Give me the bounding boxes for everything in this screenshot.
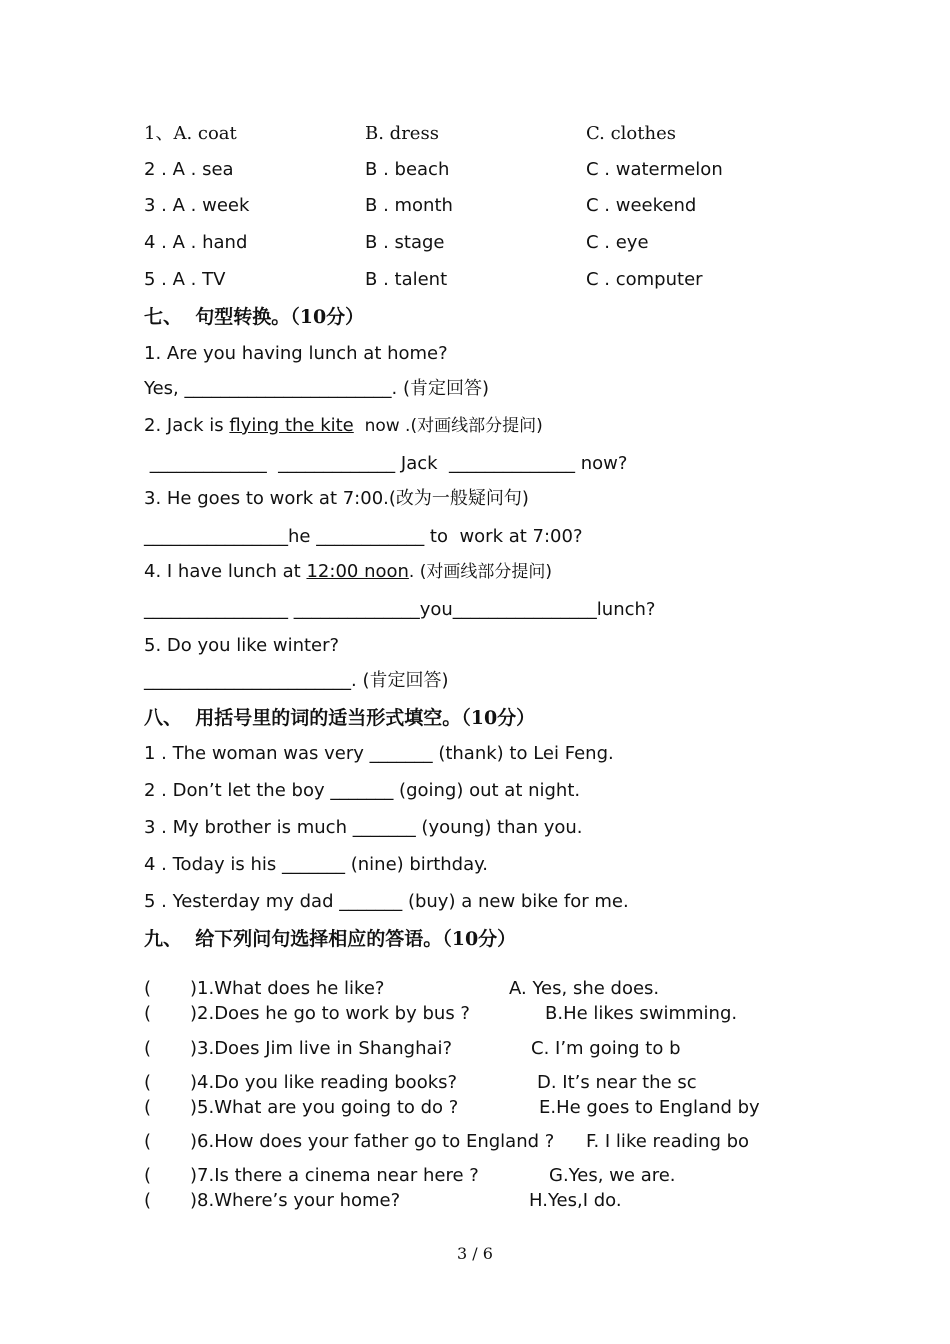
s9-paren: (	[144, 1190, 152, 1211]
s7-q2-answer: _____________ _____________ Jack ______________ now?	[144, 453, 628, 474]
s8-item-4: 4 . Today is his _______ (nine) birthday.	[144, 854, 488, 875]
page-number: 3 / 6	[457, 1244, 493, 1263]
s9-paren: (	[144, 1003, 152, 1024]
choice-4-b: B . stage	[365, 232, 445, 253]
s7-q4-underlined: 12:00 noon	[306, 561, 409, 582]
s9-answer: A. Yes, she does.	[509, 978, 660, 999]
choice-3-c: C . weekend	[586, 195, 697, 216]
choice-2-a: 2 . A . sea	[144, 159, 234, 180]
s9-paren: (	[144, 1165, 152, 1186]
s9-answer: C. I’m going to b	[531, 1038, 681, 1059]
s9-paren: (	[144, 1072, 152, 1093]
s9-paren: (	[144, 1097, 152, 1118]
s9-paren: (	[144, 1131, 152, 1152]
s9-question: )6.How does your father go to England ?	[190, 1131, 555, 1152]
choice-3-a: 3 . A . week	[144, 195, 250, 216]
choice-4-c: C . eye	[586, 232, 649, 253]
s9-question: )7.Is there a cinema near here ?	[190, 1165, 479, 1186]
s9-paren: (	[144, 1038, 152, 1059]
s9-paren: (	[144, 978, 152, 999]
choice-2-b: B . beach	[365, 159, 450, 180]
s9-answer: F. I like reading bo	[586, 1131, 750, 1152]
s9-question: )1.What does he like?	[190, 978, 385, 999]
choice-2-c: C . watermelon	[586, 159, 723, 180]
s8-item-5: 5 . Yesterday my dad _______ (buy) a new bike for me.	[144, 891, 629, 912]
s9-question: )4.Do you like reading books?	[190, 1072, 458, 1093]
choice-3-b: B . month	[365, 195, 453, 216]
choice-1-c: C. clothes	[586, 123, 676, 144]
s9-answer: B.He likes swimming.	[545, 1003, 738, 1024]
s8-item-1: 1 . The woman was very _______ (thank) to Lei Feng.	[144, 743, 614, 764]
s7-q2-underlined: flying the kite	[229, 415, 354, 436]
s7-q2-pre: 2. Jack is	[144, 415, 230, 436]
s9-answer: G.Yes, we are.	[549, 1165, 676, 1186]
section-7-heading: 七、 句型转换。（10分）	[144, 306, 365, 328]
choice-5-a: 5 . A . TV	[144, 269, 226, 290]
s7-q3-answer: ________________he ____________ to work at 7:00?	[144, 526, 583, 547]
s7-q1-answer: Yes, _______________________. (肯定回答)	[144, 378, 489, 399]
s7-q4-post: . (对画线部分提问)	[408, 562, 552, 582]
s7-q2-post: now .(对画线部分提问)	[353, 416, 543, 436]
s8-item-2: 2 . Don’t let the boy _______ (going) out at night.	[144, 780, 581, 801]
choice-5-c: C . computer	[586, 269, 703, 290]
s9-question: )8.Where’s your home?	[190, 1190, 401, 1211]
s7-q2	[144, 415, 543, 437]
s9-answer: D. It’s near the sc	[537, 1072, 697, 1093]
s8-item-3: 3 . My brother is much _______ (young) than you.	[144, 817, 583, 838]
section-8-heading: 八、 用括号里的词的适当形式填空。（10分）	[144, 707, 536, 729]
s9-answer: H.Yes,I do.	[529, 1190, 622, 1211]
choice-5-b: B . talent	[365, 269, 448, 290]
s7-q5-answer: _______________________. (肯定回答)	[144, 670, 449, 691]
choice-4-a: 4 . A . hand	[144, 232, 248, 253]
s7-q4-pre: 4. I have lunch at	[144, 561, 307, 582]
s9-answer: E.He goes to England by	[539, 1097, 760, 1118]
choice-1-b: B. dress	[365, 123, 439, 144]
s7-q4	[144, 561, 552, 583]
section-9-heading: 九、 给下列问句选择相应的答语。（10分）	[144, 928, 517, 950]
s9-question: )5.What are you going to do ?	[190, 1097, 459, 1118]
s7-q5: 5. Do you like winter?	[144, 635, 340, 656]
s7-q3: 3. He goes to work at 7:00.(改为一般疑问句)	[144, 488, 529, 509]
choice-1-a: 1、A. coat	[144, 123, 237, 144]
s7-q1: 1. Are you having lunch at home?	[144, 343, 448, 364]
s9-question: )3.Does Jim live in Shanghai?	[190, 1038, 453, 1059]
s7-q4-answer: ________________ ______________you________________lunch?	[144, 599, 656, 620]
s9-question: )2.Does he go to work by bus ?	[190, 1003, 470, 1024]
